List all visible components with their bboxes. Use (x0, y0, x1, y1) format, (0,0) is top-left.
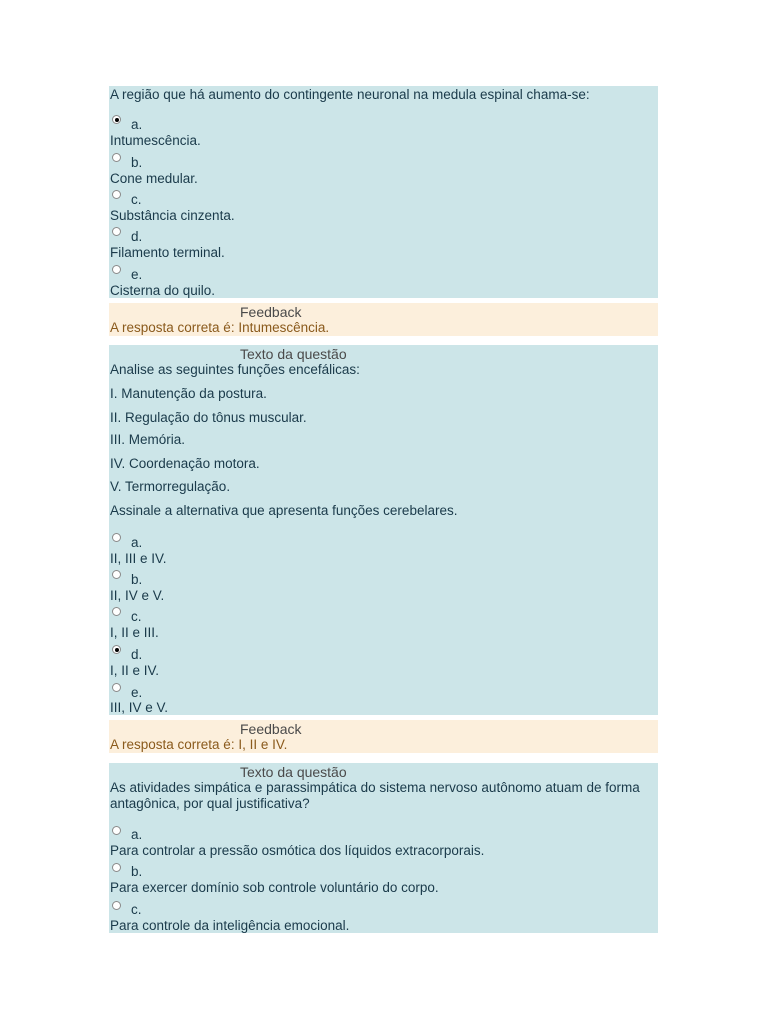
question-2-line: II. Regulação do tônus muscular. (110, 410, 307, 425)
radio-option-1c[interactable] (112, 190, 121, 199)
option-letter: c. (131, 609, 142, 624)
radio-option-1a[interactable] (112, 115, 121, 124)
question-2-line: III. Memória. (110, 432, 186, 447)
question-1-prompt: A região que há aumento do contingente neuronal na medula espinal chama-se: (110, 87, 590, 102)
option-letter: a. (131, 535, 143, 550)
feedback-label: Feedback (240, 304, 302, 320)
radio-option-2c[interactable] (112, 607, 121, 616)
radio-option-1d[interactable] (112, 227, 121, 236)
option-text: Intumescência. (110, 133, 201, 148)
option-text: III, IV e V. (110, 700, 169, 715)
feedback-2 (109, 720, 658, 753)
option-text: II, IV e V. (110, 588, 165, 603)
option-letter: e. (131, 267, 143, 282)
option-text: Cone medular. (110, 171, 198, 186)
question-2 (109, 345, 658, 715)
radio-option-2d[interactable] (112, 645, 121, 654)
feedback-answer: A resposta correta é: I, II e IV. (110, 737, 288, 752)
question-text-header: Texto da questão (240, 764, 347, 780)
radio-option-2b[interactable] (112, 570, 121, 579)
question-2-line: V. Termorregulação. (110, 479, 231, 494)
option-text: Para controle da inteligência emocional. (110, 918, 350, 933)
question-3 (109, 763, 658, 933)
option-letter: a. (131, 117, 143, 132)
feedback-label: Feedback (240, 721, 302, 737)
question-2-line: Assinale a alternativa que apresenta funções cerebelares. (110, 503, 458, 518)
radio-option-2a[interactable] (112, 533, 121, 542)
radio-option-3c[interactable] (112, 901, 121, 910)
option-text: Filamento terminal. (110, 245, 225, 260)
option-text: I, II e III. (110, 625, 159, 640)
feedback-answer: A resposta correta é: Intumescência. (110, 320, 330, 335)
radio-option-3a[interactable] (112, 826, 121, 835)
option-letter: e. (131, 685, 143, 700)
option-text: I, II e IV. (110, 663, 160, 678)
question-2-line: IV. Coordenação motora. (110, 456, 260, 471)
radio-option-1e[interactable] (112, 265, 121, 274)
option-letter: a. (131, 827, 143, 842)
option-letter: b. (131, 864, 143, 879)
option-letter: c. (131, 192, 142, 207)
radio-option-1b[interactable] (112, 153, 121, 162)
radio-option-2e[interactable] (112, 683, 121, 692)
option-text: II, III e IV. (110, 551, 167, 566)
radio-option-3b[interactable] (112, 863, 121, 872)
option-letter: d. (131, 229, 143, 244)
question-2-line: Analise as seguintes funções encefálicas: (110, 362, 360, 377)
option-text: Para exercer domínio sob controle voluntário do corpo. (110, 880, 439, 895)
option-letter: b. (131, 155, 143, 170)
option-text: Substância cinzenta. (110, 208, 235, 223)
question-1 (109, 86, 658, 298)
feedback-1 (109, 303, 658, 336)
question-3-prompt: As atividades simpática e parassimpática do sistema nervoso autônomo atuam de forma antagônica, por qual justificativa? (110, 780, 640, 811)
option-letter: b. (131, 572, 143, 587)
option-text: Cisterna do quilo. (110, 283, 216, 298)
question-text-header: Texto da questão (240, 346, 347, 362)
option-letter: c. (131, 902, 142, 917)
question-2-line: I. Manutenção da postura. (110, 386, 267, 401)
option-letter: d. (131, 647, 143, 662)
option-text: Para controlar a pressão osmótica dos líquidos extracorporais. (110, 843, 485, 858)
